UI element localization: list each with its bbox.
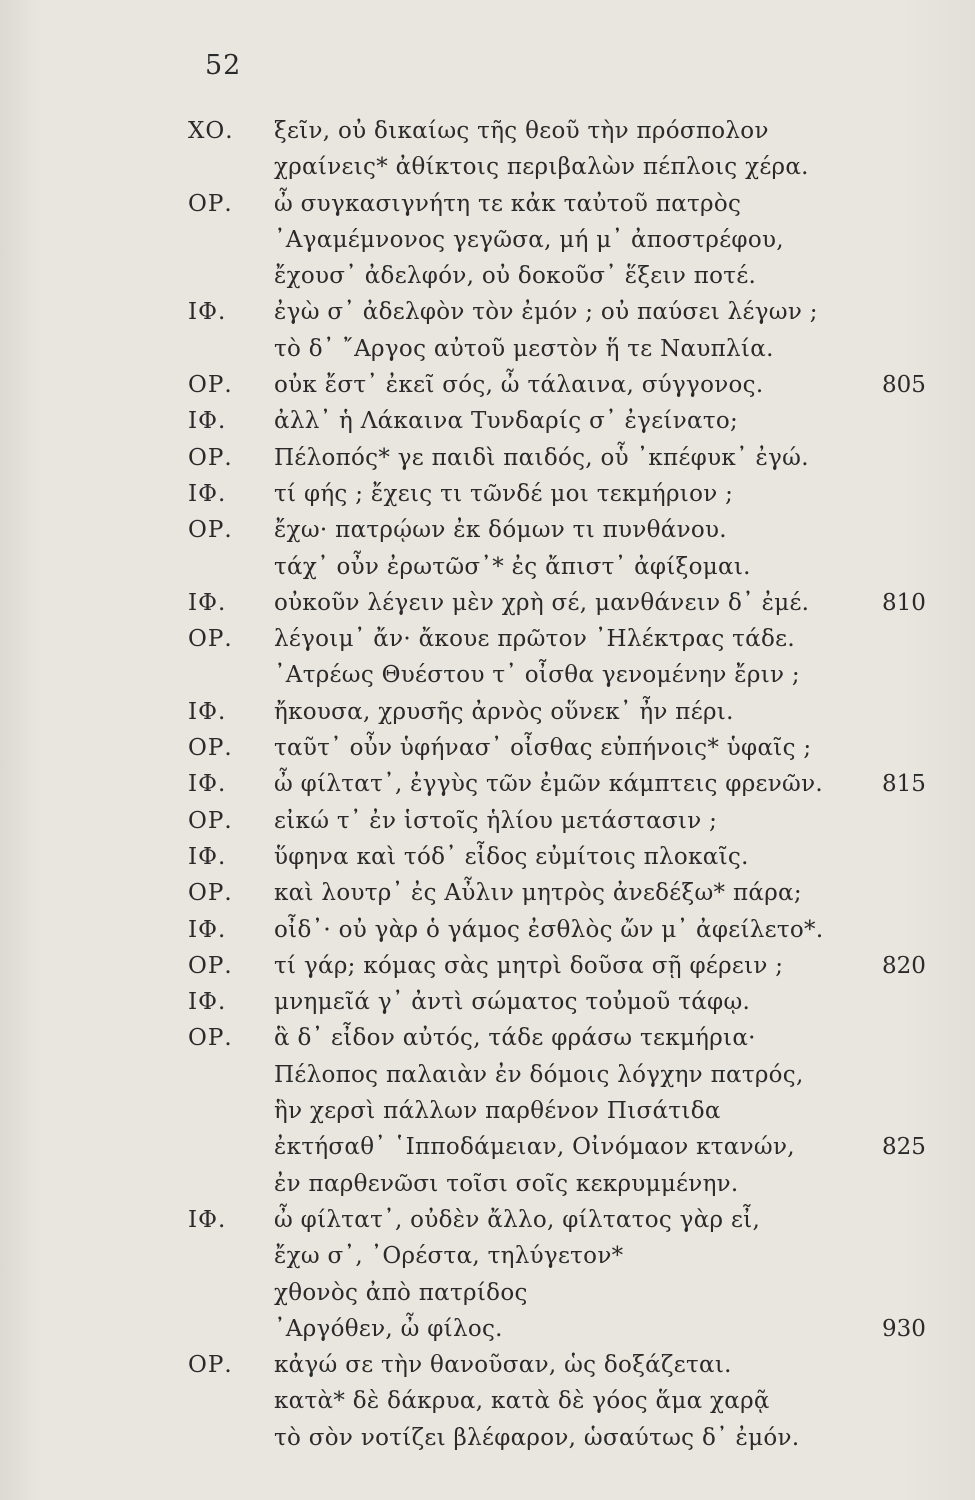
verse-line — [0, 258, 975, 294]
line-number: 810 — [882, 589, 926, 616]
verse-text: ξεῖν, οὐ δικαίως τῆς θεοῦ τὴν πρόσπολον — [274, 118, 769, 144]
speaker-label: ΙΦ. — [188, 299, 227, 326]
verse-line — [0, 512, 975, 548]
verse-text: τί γάρ; κόμας σὰς μητρὶ δοῦσα σῇ φέρειν ; — [274, 952, 784, 979]
speaker-label: ΙΦ. — [188, 771, 227, 798]
verse-line — [0, 1420, 975, 1456]
verse-line — [0, 875, 975, 911]
line-number: 805 — [882, 372, 926, 399]
speaker-label: ΙΦ. — [188, 480, 227, 507]
verse-text: ὦ συγκασιγνήτη τε κἀκ ταὐτοῦ πατρὸς — [274, 190, 742, 217]
verse-text: ἀλλ᾿ ἡ Λάκαινα Τυνδαρίς σ᾿ ἐγείνατο; — [274, 408, 739, 435]
verse-line — [0, 585, 975, 621]
verse-text: λέγοιμ᾿ ἄν· ἄκουε πρῶτον ᾿Ηλέκτρας τάδε. — [274, 626, 795, 653]
speaker-label: ΙΦ. — [188, 843, 227, 870]
speaker-label: ΙΦ. — [188, 698, 227, 725]
verse-line — [0, 1020, 975, 1056]
verse-text: ᾿Αγαμέμνονος γεγῶσα, μή μ᾿ ἀποστρέφου, — [274, 226, 784, 253]
speaker-label: ΟΡ. — [188, 952, 233, 979]
speaker-label: ΙΦ. — [188, 916, 227, 943]
verse-text: ᾿Ατρέως Θυέστου τ᾿ οἶσθα γενομένην ἔριν ; — [274, 662, 800, 689]
verse-text: ἃ δ᾿ εἶδον αὐτός, τάδε φράσω τεκμήρια· — [274, 1025, 756, 1052]
verse-text: ὕφηνα καὶ τόδ᾿ εἶδος εὐμίτοις πλοκαῖς. — [274, 843, 749, 870]
verse-line — [0, 1238, 975, 1274]
verse-text: οἶδ᾿· οὐ γὰρ ὁ γάμος ἐσθλὸς ὤν μ᾿ ἀφείλετο*. — [274, 916, 824, 943]
line-number: 815 — [882, 771, 926, 798]
verse-text: οὐκ ἔστ᾿ ἐκεῖ σός, ὦ τάλαινα, σύγγονος. — [274, 372, 764, 399]
verse-text: Πέλοπός* γε παιδὶ παιδός, οὗ ᾿κπέφυκ᾿ ἐγώ. — [274, 444, 809, 471]
verse-line — [0, 839, 975, 875]
speaker-label: ΟΡ. — [188, 372, 233, 399]
verse-line — [0, 367, 975, 403]
verse-lines — [0, 113, 975, 1456]
speaker-label: ΙΦ. — [188, 1206, 227, 1233]
speaker-label: ΟΡ. — [188, 1025, 233, 1052]
verse-text: ὦ φίλτατ᾿, ἐγγὺς τῶν ἐμῶν κάμπτεις φρενῶν. — [274, 771, 823, 798]
verse-text: ἐκτήσαθ᾿ ῾Ιπποδάμειαν, Οἰνόμαον κτανών, — [274, 1134, 795, 1161]
speaker-label: ΟΡ. — [188, 880, 233, 907]
verse-text: εἰκώ τ᾿ ἐν ἱστοῖς ἡλίου μετάστασιν ; — [274, 807, 718, 834]
verse-text: οὐκοῦν λέγειν μὲν χρὴ σέ, μανθάνειν δ᾿ ἐμέ. — [274, 589, 810, 616]
page-number: 52 — [205, 50, 242, 81]
speaker-label: ΟΡ. — [188, 735, 233, 762]
verse-line — [0, 984, 975, 1020]
verse-line — [0, 730, 975, 766]
verse-text: ἔχω σ᾿, ᾿Ορέστα, τηλύγετον* — [274, 1243, 624, 1270]
verse-line — [0, 657, 975, 693]
verse-text: ἐν παρθενῶσι τοῖσι σοῖς κεκρυμμένην. — [274, 1170, 739, 1197]
verse-text: κἀγώ σε τὴν θανοῦσαν, ὡς δοξάζεται. — [274, 1352, 732, 1379]
verse-line — [0, 1347, 975, 1383]
verse-text: ὦ φίλτατ᾿, οὐδὲν ἄλλο, φίλτατος γὰρ εἶ, — [274, 1206, 761, 1233]
line-number: 930 — [882, 1315, 926, 1342]
verse-line — [0, 766, 975, 802]
verse-text: ᾿Αργόθεν, ὦ φίλος. — [274, 1315, 503, 1342]
speaker-label: ΙΦ. — [188, 408, 227, 435]
verse-line — [0, 803, 975, 839]
verse-line — [0, 440, 975, 476]
verse-text: τί φής ; ἔχεις τι τῶνδέ μοι τεκμήριον ; — [274, 480, 734, 507]
verse-line — [0, 1311, 975, 1347]
verse-text: τὸ δ᾿ ῎Αργος αὐτοῦ μεστὸν ἥ τε Ναυπλία. — [274, 335, 774, 362]
verse-text: ἔχουσ᾿ ἀδελφόν, οὐ δοκοῦσ᾿ ἕξειν ποτέ. — [274, 263, 757, 290]
verse-text: καὶ λουτρ᾿ ἐς Αὖλιν μητρὸς ἀνεδέξω* πάρα; — [274, 880, 802, 907]
verse-text: τὸ σὸν νοτίζει βλέφαρον, ὡσαύτως δ᾿ ἐμόν. — [274, 1424, 800, 1451]
verse-line — [0, 1129, 975, 1165]
line-number: 820 — [882, 952, 926, 979]
verse-text: ταῦτ᾿ οὖν ὑφήνασ᾿ οἶσθας εὐπήνοις* ὑφαῖς ; — [274, 735, 812, 762]
verse-text: ἐγὼ σ᾿ ἀδελφὸν τὸν ἐμόν ; οὐ παύσει λέγων ; — [274, 299, 818, 326]
verse-line — [0, 186, 975, 222]
verse-line — [0, 694, 975, 730]
verse-line — [0, 331, 975, 367]
verse-line — [0, 476, 975, 512]
speaker-label: ΧΟ. — [188, 118, 234, 144]
verse-line — [0, 948, 975, 984]
verse-line — [0, 149, 975, 185]
speaker-label: ΟΡ. — [188, 517, 233, 544]
speaker-label: ΟΡ. — [188, 190, 233, 217]
speaker-label: ΟΡ. — [188, 444, 233, 471]
verse-text: ἤκουσα, χρυσῆς ἀρνὸς οὕνεκ᾿ ἦν πέρι. — [274, 698, 734, 725]
verse-text: ἣν χερσὶ πάλλων παρθένον Πισάτιδα — [274, 1098, 721, 1125]
speaker-label: ΙΦ. — [188, 589, 227, 616]
verse-line — [0, 294, 975, 330]
speaker-label: ΙΦ. — [188, 989, 227, 1016]
verse-text: χραίνεις* ἀθίκτοις περιβαλὼν πέπλοις χέρα. — [274, 154, 809, 181]
verse-line — [0, 621, 975, 657]
verse-line — [0, 222, 975, 258]
speaker-label: ΟΡ. — [188, 626, 233, 653]
verse-line — [0, 912, 975, 948]
verse-text: κατὰ* δὲ δάκρυα, κατὰ δὲ γόος ἅμα χαρᾷ — [274, 1388, 770, 1415]
verse-line — [0, 1166, 975, 1202]
verse-line — [0, 1383, 975, 1419]
line-number: 825 — [882, 1134, 926, 1161]
verse-line — [0, 403, 975, 439]
verse-line — [0, 1057, 975, 1093]
verse-line — [0, 1093, 975, 1129]
verse-text: τάχ᾿ οὖν ἐρωτῶσ᾿* ἐς ἄπιστ᾿ ἀφίξομαι. — [274, 553, 751, 580]
verse-text: ἔχω· πατρῴων ἐκ δόμων τι πυνθάνου. — [274, 517, 727, 544]
verse-text: μνημεῖά γ᾿ ἀντὶ σώματος τοὐμοῦ τάφῳ. — [274, 989, 751, 1016]
verse-text: Πέλοπος παλαιὰν ἐν δόμοις λόγχην πατρός, — [274, 1061, 804, 1088]
verse-line — [0, 113, 975, 149]
speaker-label: ΟΡ. — [188, 1352, 233, 1379]
verse-line — [0, 1275, 975, 1311]
verse-text: χθονὸς ἀπὸ πατρίδος — [274, 1279, 528, 1306]
verse-line — [0, 1202, 975, 1238]
speaker-label: ΟΡ. — [188, 807, 233, 834]
verse-line — [0, 549, 975, 585]
